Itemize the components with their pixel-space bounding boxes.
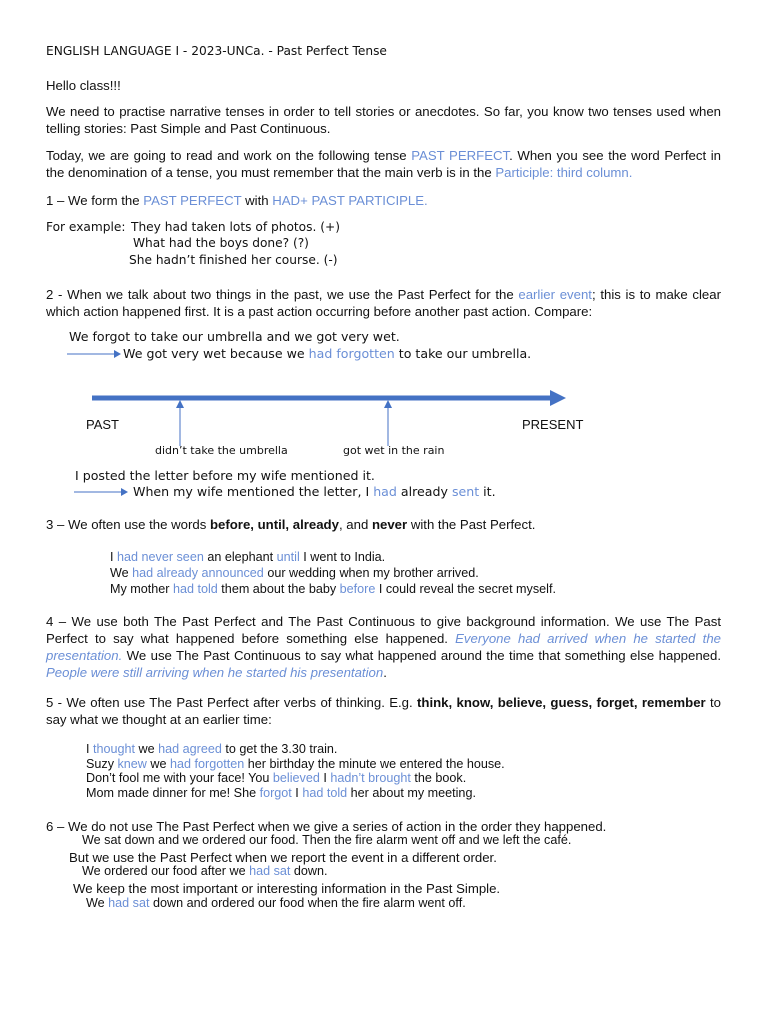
timeline-past-label: PAST [86, 417, 119, 432]
section-6-heading: 6 – We do not use The Past Perfect when we give a series of action in the order they happened. [46, 819, 607, 834]
section-4-paragraph: 4 – We use both The Past Perfect and The Past Continuous to give background information. We use The Past Perfect to say what happened before something else happened. Everyone had arrived when he started the presentation. We use The Past Continuous to say what happened around the time that something else happened. People were still arriving when he started his presentation. [46, 614, 721, 680]
example-line: She hadn’t finished her course. (-) [129, 253, 338, 267]
example-line: I had never seen an elephant until I went to India. [110, 550, 386, 564]
section-3-heading: 3 – We often use the words before, until, already, and never with the Past Perfect. [46, 517, 536, 532]
section-6-note: But we use the Past Perfect when we report the event in a different order. [69, 850, 497, 865]
section-6-note: We keep the most important or interesting information in the Past Simple. [73, 881, 501, 896]
today-paragraph: Today, we are going to read and work on the following tense PAST PERFECT. When you see the word Perfect in the denomination of a tense, you must remember that the main verb is in the Participle: third column. [46, 148, 721, 180]
section-1-heading: 1 – We form the PAST PERFECT with HAD+ PAST PARTICIPLE. [46, 193, 428, 208]
example-line: What had the boys done? (?) [133, 236, 309, 250]
example-line: I thought we had agreed to get the 3.30 train. [86, 742, 338, 756]
intro-paragraph: We need to practise narrative tenses in order to tell stories or anecdotes. So far, you know two tenses used when telling stories: Past Simple and Past Continuous. [46, 104, 721, 136]
example-line: We had already announced our wedding when my brother arrived. [110, 566, 479, 580]
example-line: Mom made dinner for me! She forgot I had told her about my meeting. [86, 786, 476, 800]
example-line: When my wife mentioned the letter, I had already sent it. [133, 484, 496, 499]
timeline-present-label: PRESENT [522, 417, 584, 432]
example-line: We forgot to take our umbrella and we got very wet. [69, 329, 400, 344]
example-line: We ordered our food after we had sat down. [82, 864, 328, 878]
example-line: We had sat down and ordered our food when the fire alarm went off. [86, 896, 466, 910]
example-line: We sat down and we ordered our food. Then the fire alarm went off and we left the café. [82, 833, 572, 847]
timeline-event-label: got wet in the rain [343, 444, 445, 457]
timeline-arrowhead [550, 390, 566, 406]
arrow-icon [73, 486, 129, 498]
timeline-event-label: didn’t take the umbrella [155, 444, 288, 457]
example-line: My mother had told them about the baby before I could reveal the secret myself. [110, 582, 556, 596]
arrow-icon [66, 348, 122, 360]
section-2-paragraph: 2 - When we talk about two things in the past, we use the Past Perfect for the earlier event; this is to make clear which action happened first. It is a past action occurring before another past action. Compare: [46, 287, 721, 319]
example-line: I posted the letter before my wife mentioned it. [75, 468, 375, 483]
section-5-paragraph: 5 - We often use The Past Perfect after verbs of thinking. E.g. think, know, believe, guess, forget, remember to say what we thought at an earlier time: [46, 695, 721, 727]
for-example-label: For example: [46, 220, 126, 234]
example-line: We got very wet because we had forgotten to take our umbrella. [123, 346, 532, 361]
example-line: They had taken lots of photos. (+) [131, 220, 340, 234]
document-header: ENGLISH LANGUAGE I - 2023-UNCa. - Past Perfect Tense [46, 44, 387, 58]
example-line: Don’t fool me with your face! You believed I hadn’t brought the book. [86, 771, 467, 785]
example-line: Suzy knew we had forgotten her birthday the minute we entered the house. [86, 757, 505, 771]
greeting: Hello class!!! [46, 78, 121, 93]
